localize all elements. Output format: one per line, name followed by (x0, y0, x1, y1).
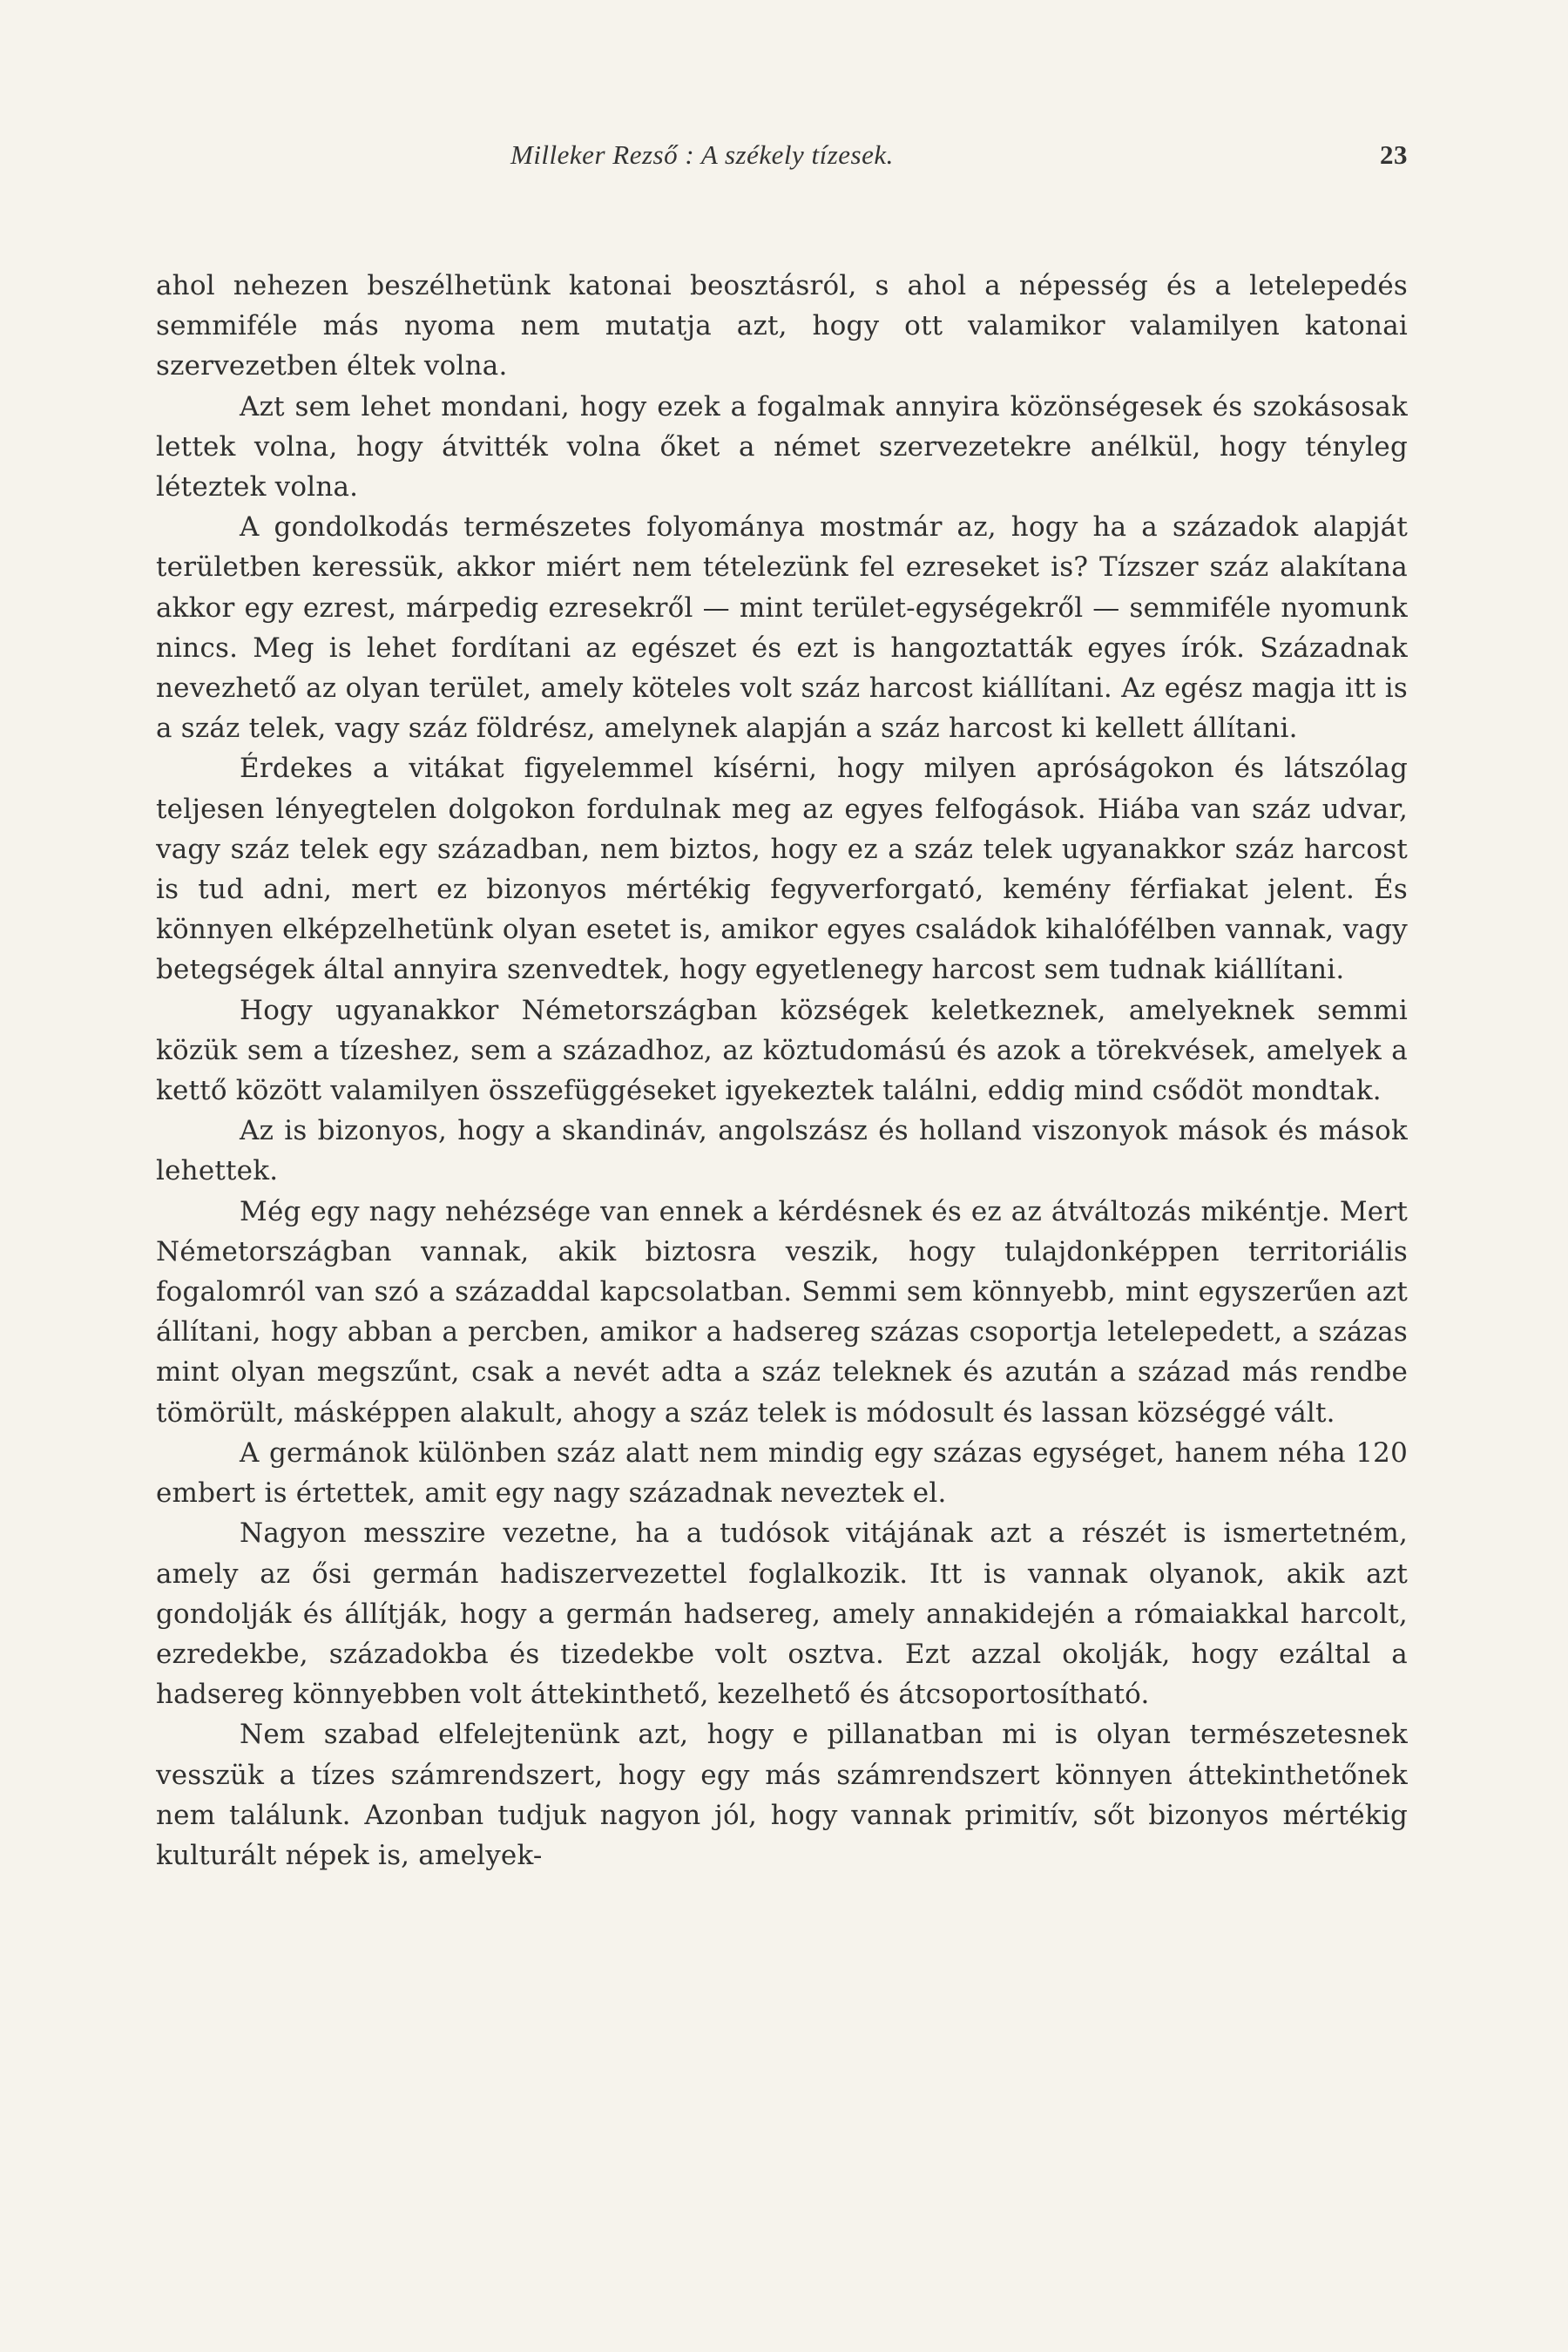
page-number: 23 (1380, 139, 1408, 170)
paragraph: Nem szabad elfelejtenünk azt, hogy e pillanatban mi is olyan természetesnek vesszük a tízes számrendszert, hogy egy más számrendszert könnyen áttekinthetőnek nem találunk. Azonban tudjuk nagyon jól, hogy vannak primitív, sőt bizonyos mértékig kulturált népek is, amelyek- (156, 1719, 1408, 1871)
running-title: Milleker Rezső : A székely tízesek. (510, 139, 894, 170)
paragraph: Még egy nagy nehézsége van ennek a kérdésnek és ez az átváltozás mikéntje. Mert Németországban vannak, akik biztosra veszik, hogy tulajdonképpen territoriális fogalomról van szó a századdal kapcsolatban. Semmi sem könnyebb, mint egyszerűen azt állítani, hogy abban a percben, amikor a hadsereg százas csoportja letelepedett, a százas mint olyan megszűnt, csak a nevét adta a száz teleknek és azután a század más rendbe tömörült, másképpen alakult, ahogy a száz telek is módosult és lassan községgé vált. (156, 1195, 1408, 1429)
running-head (510, 139, 1408, 183)
paragraph: ahol nehezen beszélhetünk katonai beosztásról, s ahol a népesség és a letelepedés semmiféle más nyoma nem mutatja azt, hogy ott valamikor valamilyen katonai szervezetben éltek volna. (156, 270, 1408, 382)
paragraph: Azt sem lehet mondani, hogy ezek a fogalmak annyira közönségesek és szokásosak lettek volna, hogy átvitték volna őket a német szervezetekre anélkül, hogy tényleg léteztek volna. (156, 390, 1408, 504)
paragraph: Hogy ugyanakkor Németországban községek keletkeznek, amelyeknek semmi közük sem a tízeshez, sem a századhoz, az köztudomású és azok a törekvések, amelyek a kettő között valamilyen összefüggéseket igyekeztek találni, eddig mind csődöt mondtak. (156, 994, 1408, 1107)
paragraph: A gondolkodás természetes folyománya mostmár az, hogy ha a századok alapját területben keressük, akkor miért nem tételezünk fel ezreseket is? Tízszer száz alakítana akkor egy ezrest, márpedig ezresekről — mint terület-egységekről — semmiféle nyomunk nincs. Meg is lehet fordítani az egészet és ezt is hangoztatták egyes írók. Századnak nevezhető az olyan terület, amely köteles volt száz harcost kiállítani. Az egész magja itt is a száz telek, vagy száz földrész, amelynek alapján a száz harcost ki kellett állítani. (156, 511, 1408, 745)
body-text (156, 266, 1408, 2208)
paragraph: Nagyon messzire vezetne, ha a tudósok vitájának azt a részét is ismertetném, amely az ősi germán hadiszervezettel foglalkozik. Itt is vannak olyanok, akik azt gondolják és állítják, hogy a germán hadsereg, amely annakidején a rómaiakkal harcolt, ezredekbe, századokba és tizedekbe volt osztva. Ezt azzal okolják, hogy ezáltal a hadsereg könnyebben volt áttekinthető, kezelhető és átcsoportosítható. (156, 1517, 1408, 1711)
paragraph: Érdekes a vitákat figyelemmel kísérni, hogy milyen apróságokon és látszólag teljesen lényegtelen dolgokon fordulnak meg az egyes felfogások. Hiába van száz udvar, vagy száz telek egy században, nem biztos, hogy ez a száz telek ugyanakkor száz harcost is tud adni, mert ez bizonyos mértékig fegyverforgató, kemény férfiakat jelent. És könnyen elképzelhetünk olyan esetet is, amikor egyes családok kihalófélben vannak, vagy betegségek által annyira szenvedtek, hogy egyetlenegy harcost sem tudnak kiállítani. (156, 753, 1408, 986)
paragraph: A germánok különben száz alatt nem mindig egy százas egységet, hanem néha 120 embert is értettek, amit egy nagy századnak neveztek el. (156, 1436, 1408, 1510)
paragraph: Az is bizonyos, hogy a skandináv, angolszász és holland viszonyok mások és mások lehettek. (156, 1115, 1408, 1187)
